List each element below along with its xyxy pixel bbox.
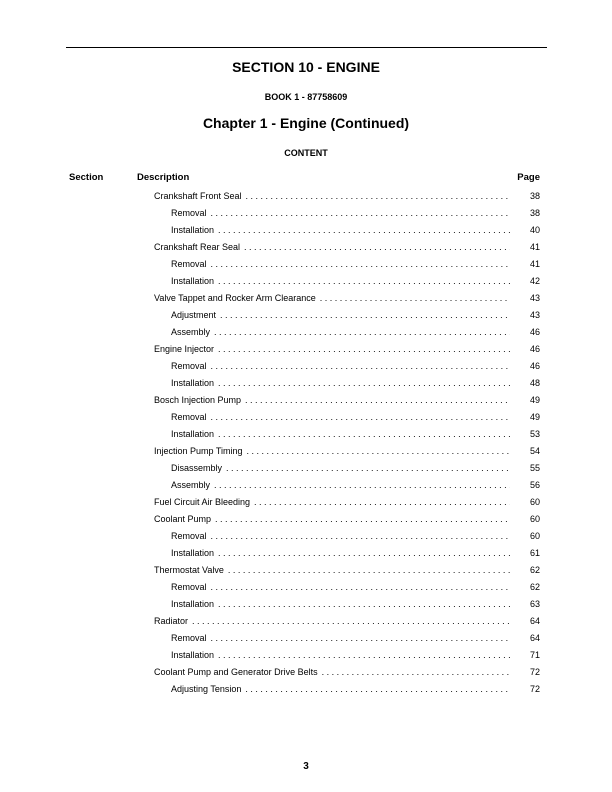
column-header-section: Section [69,172,104,183]
toc-entry-label: Disassembly [171,463,226,473]
toc-dot-leader [218,276,510,286]
toc-entry[interactable] [0,680,612,697]
toc-entry-label: Removal [171,582,211,592]
toc-entry-page: 48 [529,377,540,388]
toc-entry[interactable] [0,187,612,204]
toc-entry[interactable] [0,408,612,425]
toc-entry-label: Assembly [171,327,214,337]
toc-entry-label: Installation [171,599,218,609]
toc-entry[interactable] [0,646,612,663]
toc-dot-leader [211,531,510,541]
toc-entry[interactable] [0,357,612,374]
toc-entry-label: Fuel Circuit Air Bleeding [154,497,254,507]
toc-entry[interactable] [0,510,612,527]
toc-entry-page: 63 [529,598,540,609]
top-rule [66,47,547,48]
toc-entry[interactable] [0,374,612,391]
toc-dot-leader [244,242,510,252]
toc-entry[interactable] [0,340,612,357]
toc-dot-leader [320,293,510,303]
table-of-contents [0,187,612,697]
toc-entry-label: Installation [171,429,218,439]
toc-entry-label: Bosch Injection Pump [154,395,245,405]
toc-dot-leader [218,225,510,235]
toc-dot-leader [218,599,510,609]
toc-entry-label: Installation [171,548,218,558]
toc-dot-leader [218,650,510,660]
section-title: SECTION 10 - ENGINE [232,59,380,75]
toc-entry[interactable] [0,527,612,544]
toc-entry-page: 42 [529,275,540,286]
toc-dot-leader [245,395,510,405]
toc-dot-leader [214,327,510,337]
toc-entry[interactable] [0,442,612,459]
toc-dot-leader [246,191,510,201]
toc-entry-page: 54 [529,445,540,456]
toc-entry[interactable] [0,425,612,442]
toc-entry[interactable] [0,272,612,289]
toc-entry[interactable] [0,493,612,510]
toc-dot-leader [226,463,510,473]
chapter-title: Chapter 1 - Engine (Continued) [202,115,410,131]
toc-entry-page: 49 [529,394,540,405]
toc-entry-label: Assembly [171,480,214,490]
toc-entry-label: Coolant Pump and Generator Drive Belts [154,667,322,677]
toc-entry-page: 41 [529,241,540,252]
toc-entry[interactable] [0,612,612,629]
toc-entry-page: 46 [529,343,540,354]
toc-entry-page: 64 [529,632,540,643]
toc-entry-label: Removal [171,361,211,371]
toc-dot-leader [211,361,510,371]
toc-entry-page: 71 [529,649,540,660]
toc-entry-label: Valve Tappet and Rocker Arm Clearance [154,293,320,303]
toc-entry[interactable] [0,221,612,238]
toc-entry-page: 56 [529,479,540,490]
toc-dot-leader [214,480,510,490]
toc-dot-leader [211,633,510,643]
toc-dot-leader [247,446,510,456]
toc-entry-page: 43 [529,309,540,320]
toc-entry-page: 62 [529,581,540,592]
toc-entry-label: Thermostat Valve [154,565,228,575]
toc-entry[interactable] [0,238,612,255]
toc-entry[interactable] [0,289,612,306]
toc-dot-leader [211,208,510,218]
toc-dot-leader [220,310,510,320]
toc-entry-label: Removal [171,412,211,422]
toc-entry-page: 64 [529,615,540,626]
toc-entry-page: 62 [529,564,540,575]
toc-dot-leader [211,259,510,269]
toc-entry[interactable] [0,595,612,612]
toc-entry-label: Removal [171,208,211,218]
toc-dot-leader [322,667,510,677]
toc-entry[interactable] [0,255,612,272]
content-label: CONTENT [284,148,328,158]
toc-entry-page: 72 [529,666,540,677]
toc-entry-page: 60 [529,530,540,541]
toc-entry[interactable] [0,578,612,595]
toc-entry-page: 61 [529,547,540,558]
toc-entry-page: 60 [529,513,540,524]
toc-entry-label: Removal [171,633,211,643]
toc-entry-page: 55 [529,462,540,473]
toc-entry-page: 53 [529,428,540,439]
toc-entry-page: 38 [529,207,540,218]
toc-entry-label: Injection Pump Timing [154,446,247,456]
toc-dot-leader [192,616,510,626]
toc-dot-leader [218,378,510,388]
toc-entry-page: 43 [529,292,540,303]
toc-entry-page: 60 [529,496,540,507]
toc-entry-page: 40 [529,224,540,235]
toc-entry-page: 46 [529,326,540,337]
toc-entry[interactable] [0,476,612,493]
toc-entry[interactable] [0,459,612,476]
toc-dot-leader [215,514,510,524]
toc-entry-label: Installation [171,276,218,286]
toc-entry-label: Crankshaft Front Seal [154,191,246,201]
toc-dot-leader [254,497,510,507]
toc-entry-label: Engine Injector [154,344,218,354]
book-reference: BOOK 1 - 87758609 [264,92,348,102]
toc-entry-page: 49 [529,411,540,422]
toc-entry-page: 72 [529,683,540,694]
toc-dot-leader [218,344,510,354]
toc-dot-leader [228,565,510,575]
toc-dot-leader [211,412,510,422]
toc-entry-page: 38 [529,190,540,201]
toc-dot-leader [245,684,510,694]
toc-entry-label: Coolant Pump [154,514,215,524]
toc-entry[interactable] [0,629,612,646]
toc-entry[interactable] [0,544,612,561]
toc-dot-leader [211,582,510,592]
toc-entry-label: Crankshaft Rear Seal [154,242,244,252]
toc-entry-label: Installation [171,650,218,660]
column-header-page: Page [517,172,540,183]
toc-entry-page: 41 [529,258,540,269]
toc-dot-leader [218,548,510,558]
toc-entry[interactable] [0,663,612,680]
toc-entry[interactable] [0,306,612,323]
toc-entry[interactable] [0,391,612,408]
toc-entry-label: Adjusting Tension [171,684,245,694]
toc-entry-label: Installation [171,225,218,235]
toc-dot-leader [218,429,510,439]
column-header-description: Description [137,172,190,183]
toc-entry-label: Removal [171,259,211,269]
toc-entry-label: Adjustment [171,310,220,320]
toc-entry[interactable] [0,323,612,340]
toc-entry-label: Radiator [154,616,192,626]
toc-entry-label: Removal [171,531,211,541]
toc-entry[interactable] [0,204,612,221]
toc-entry[interactable] [0,561,612,578]
toc-entry-page: 46 [529,360,540,371]
toc-entry-label: Installation [171,378,218,388]
page-number: 3 [303,761,309,772]
